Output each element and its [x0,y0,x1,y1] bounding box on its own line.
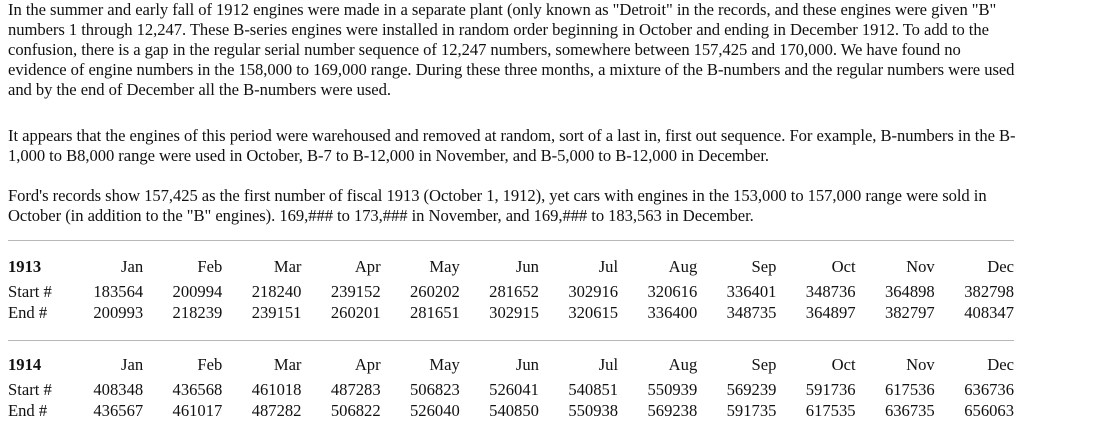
start-number-cell: 506823 [410,380,460,399]
month-header: Dec [987,257,1014,276]
year-label: 1913 [8,257,42,276]
start-number-cell: 320616 [647,282,698,301]
month-header: Oct [831,355,856,374]
month-header: Apr [354,355,381,374]
month-header: Jun [515,355,539,374]
paragraph-fiscal-1913: Ford's records show 157,425 as the first number of fiscal 1913 (October 1, 1912), yet cars with engines in the 153,000 to 157,000 range were sold in October (in addition to the "B" engines). 169,### to 173,### in November, and 169,### to 183,563 in December. [8,186,987,225]
row-label-start: Start # [8,282,52,301]
end-number-cell: 656063 [964,401,1014,420]
start-number-cell: 364898 [884,282,935,301]
end-number-cell: 540850 [489,401,539,420]
end-number-cell: 569238 [647,401,698,420]
table-header-row [8,257,1014,281]
end-number-cell: 320615 [568,303,619,322]
start-number-cell: 239152 [330,282,381,301]
end-number-cell: 364897 [805,303,856,322]
start-number-cell: 526041 [489,380,539,399]
end-number-cell: 260201 [330,303,381,322]
start-number-cell: 540851 [568,380,619,399]
month-header: Dec [987,355,1014,374]
month-header: Apr [354,257,381,276]
end-number-cell: 526040 [410,401,460,420]
month-header: May [429,355,460,374]
month-header: Aug [668,257,698,276]
engine-number-table-1914 [8,355,1014,421]
end-number-cell: 281651 [410,303,460,322]
month-header: Nov [906,355,935,374]
end-number-cell: 591735 [726,401,777,420]
month-header: Aug [668,355,698,374]
end-number-cell: 239151 [251,303,302,322]
divider-1913 [8,240,1014,241]
end-number-cell: 336400 [647,303,698,322]
month-header: Jul [598,355,619,374]
start-number-cell: 218240 [251,282,302,301]
start-number-cell: 382798 [964,282,1014,301]
start-number-cell: 408348 [93,380,144,399]
month-header: Sep [751,355,777,374]
table-header-row [8,355,1014,379]
row-label-end: End # [8,303,48,322]
month-header: Nov [906,257,935,276]
end-number-cell: 436567 [93,401,144,420]
end-number-cell: 550938 [568,401,619,420]
month-header: Jun [515,257,539,276]
month-header: Mar [273,355,302,374]
end-number-cell: 200993 [93,303,144,322]
month-header: May [429,257,460,276]
month-header: Jan [121,355,144,374]
end-number-cell: 218239 [172,303,223,322]
start-number-cell: 436568 [172,380,223,399]
month-header: Feb [197,355,223,374]
paragraph-warehouse-sequence: It appears that the engines of this period were warehoused and removed at random, sort of a last in, first out sequence. For example, B-numbers in the B-1,000 to B8,000 range were used in October, B-7 to B-12,000 in November, and B-5,000 to B-12,000 in December. [8,126,1016,165]
end-number-cell: 408347 [964,303,1014,322]
month-header: Feb [197,257,223,276]
start-number-cell: 336401 [726,282,777,301]
month-header: Mar [273,257,302,276]
end-number-cell: 348735 [726,303,777,322]
start-number-cell: 302916 [568,282,619,301]
engine-number-table-1913 [8,257,1014,323]
table-row-end [8,400,1014,421]
end-number-cell: 617535 [805,401,856,420]
start-number-cell: 200994 [172,282,223,301]
month-header: Oct [831,257,856,276]
month-header: Jul [598,257,619,276]
end-number-cell: 487282 [251,401,302,420]
month-header: Sep [751,257,777,276]
row-label-end: End # [8,401,48,420]
start-number-cell: 487283 [330,380,381,399]
table-row-end [8,302,1014,323]
row-label-start: Start # [8,380,52,399]
year-label: 1914 [8,355,42,374]
start-number-cell: 550939 [647,380,698,399]
start-number-cell: 461018 [251,380,302,399]
start-number-cell: 617536 [884,380,935,399]
start-number-cell: 260202 [410,282,460,301]
start-number-cell: 183564 [93,282,144,301]
end-number-cell: 302915 [489,303,539,322]
month-header: Jan [121,257,144,276]
end-number-cell: 506822 [330,401,381,420]
end-number-cell: 636735 [884,401,935,420]
start-number-cell: 569239 [726,380,777,399]
start-number-cell: 591736 [805,380,856,399]
table-row-start [8,281,1014,302]
start-number-cell: 636736 [964,380,1014,399]
start-number-cell: 281652 [489,282,539,301]
end-number-cell: 382797 [884,303,935,322]
paragraph-detroit-b-numbers: In the summer and early fall of 1912 engines were made in a separate plant (only known as "Detroit" in the records, and these engines were given "B" numbers 1 through 12,247. These B-series engines were installed in random order beginning in October and ending in December 1912. To add to the confusion, there is a gap in the regular serial number sequence of 12,247 numbers, somewhere between 157,425 and 170,000. We have found no evidence of engine numbers in the 158,000 to 169,000 range. During these three months, a mixture of the B-numbers and the regular numbers were used and by the end of December all the B-numbers were used. [8,0,1015,99]
divider-1914 [8,340,1014,341]
table-row-start [8,379,1014,400]
start-number-cell: 348736 [805,282,856,301]
end-number-cell: 461017 [172,401,223,420]
